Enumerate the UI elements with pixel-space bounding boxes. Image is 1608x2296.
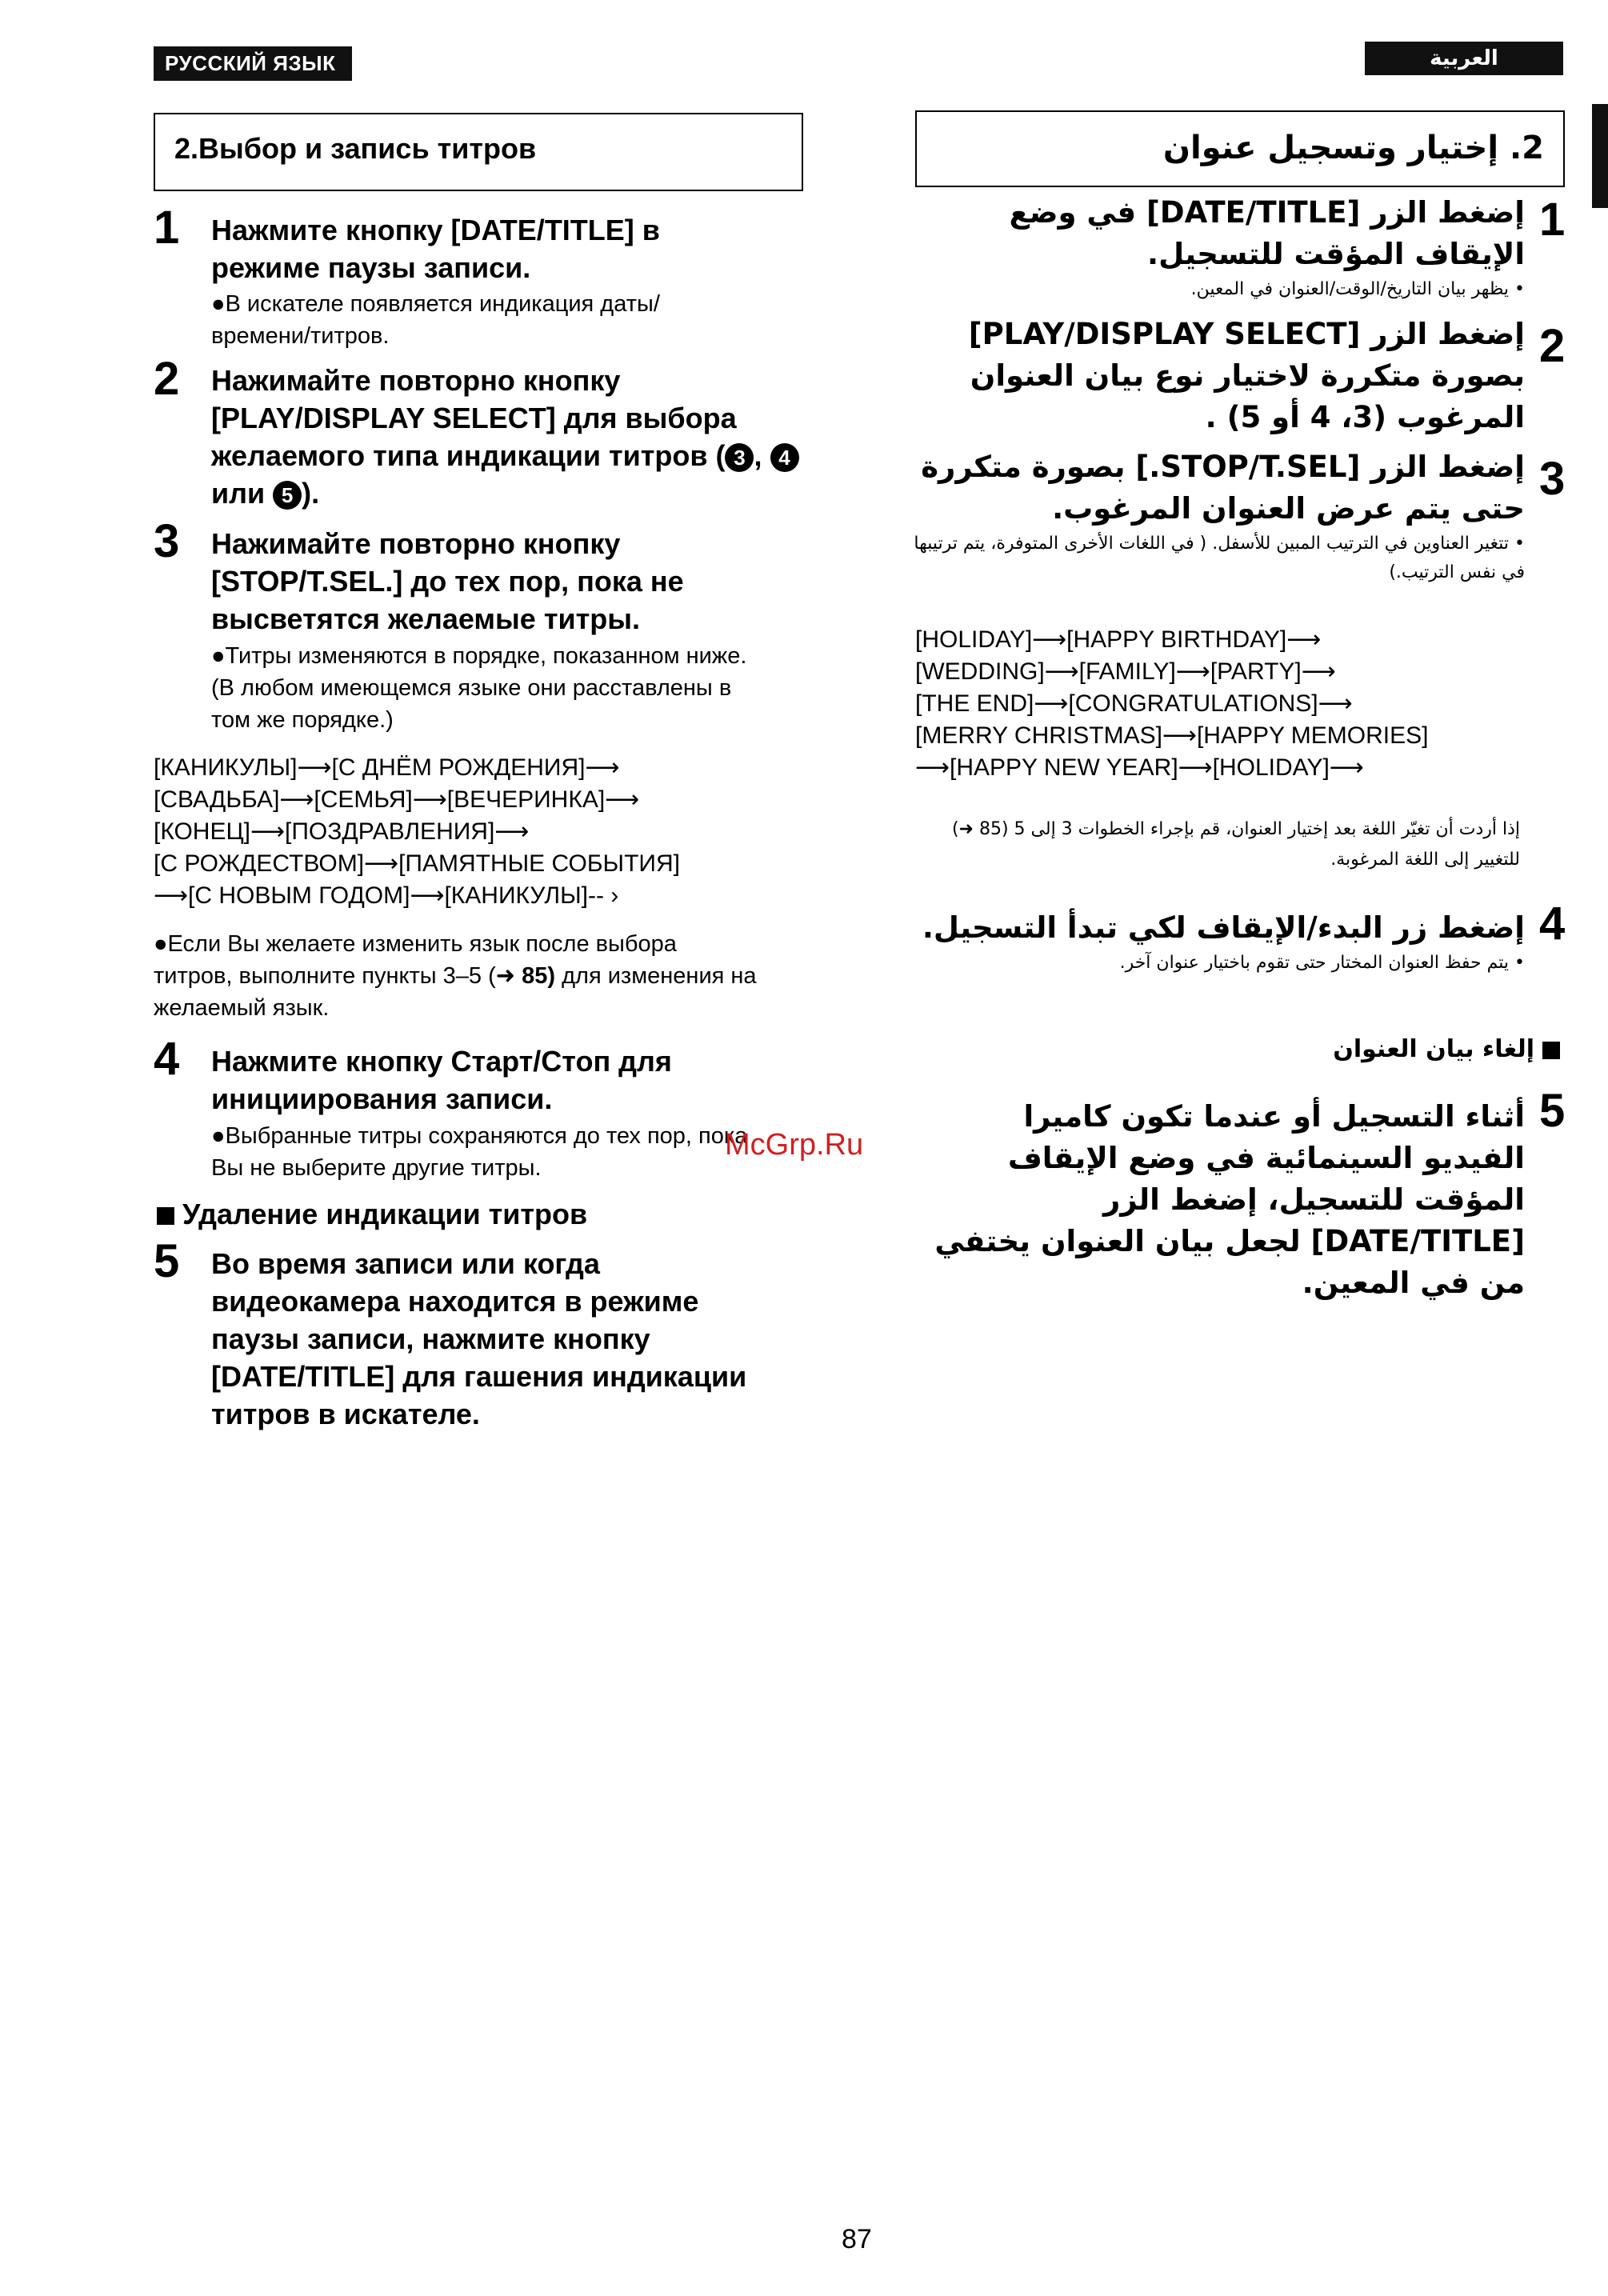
language-tab-russian: РУССКИЙ ЯЗЫК xyxy=(154,46,352,81)
sequence-line: [СВАДЬБА]⟶[СЕМЬЯ]⟶[ВЕЧЕРИНКА]⟶ xyxy=(154,786,640,813)
step-text-4-ru: Нажмите кнопку Старт/Стоп для инициирования записи. xyxy=(211,1045,672,1115)
step-text-5-ar: أثناء التسجيل أو عندما تكون كاميرا الفيديو السينمائية في وضع الإيقاف المؤقت للتسجيل، إضغط الزر [DATE/TITLE] لجعل بيان العنوان يختفي من في المعين. xyxy=(934,1099,1525,1300)
step-number-4-ru: 4 xyxy=(154,1033,180,1085)
step-text-3-ru: Нажимайте повторно кнопку [STOP/T.SEL.] до тех пор, пока не высветятся желаемые титры. xyxy=(211,527,684,635)
step-number-4-ar: 4 xyxy=(1539,898,1566,950)
mode-3-badge: 3 xyxy=(725,443,754,472)
step-note-3-ru: ●Титры изменяются в порядке, показанном ниже. (В любом имеющемся языке они расставлены в том же порядке.) xyxy=(211,643,747,733)
right-column-ar xyxy=(912,192,1525,587)
sequence-line: [MERRY CHRISTMAS]⟶[HAPPY MEMORIES] xyxy=(915,722,1429,749)
step-number-2-ar: 2 xyxy=(1539,320,1566,372)
step-number-5-ru: 5 xyxy=(154,1235,180,1287)
section-title-ru: 2.Выбор и запись титров xyxy=(174,132,537,165)
edge-marker xyxy=(1592,104,1608,208)
step-note-4-ar: • يتم حفظ العنوان المختار حتى تقوم باختيار عنوان آخر. xyxy=(1119,953,1525,973)
step-5-ar xyxy=(912,1096,1525,1304)
step-text-2-ru-or: или xyxy=(211,477,274,510)
step-text-2-ru xyxy=(211,362,803,512)
cancel-heading-ru-text: Удаление индикации титров xyxy=(182,1198,588,1230)
mode-5-badge: 5 xyxy=(273,481,302,510)
section-title-ar: 2. إختيار وتسجيل عنوان xyxy=(1162,130,1544,166)
step-number-3-ar: 3 xyxy=(1539,453,1566,505)
step-number-3-ru: 3 xyxy=(154,515,180,567)
sequence-line: [HOLIDAY]⟶[HAPPY BIRTHDAY]⟶ xyxy=(915,626,1322,653)
page-reference-ru: ➜ 85) xyxy=(495,963,556,989)
cancel-heading-ar xyxy=(1120,1030,1568,1069)
language-change-note-ru xyxy=(154,928,762,1024)
language-note-ru-part-b: для изменения на желаемый язык. xyxy=(154,963,757,1021)
square-bullet-icon xyxy=(1542,1042,1560,1059)
step-text-3-ar: إضغط الزر [STOP/T.SEL.] بصورة متكررة حتى يتم عرض العنوان المرغوب. xyxy=(921,450,1525,526)
title-sequence-ru xyxy=(154,752,810,912)
sequence-line: [THE END]⟶[CONGRATULATIONS]⟶ xyxy=(915,690,1353,717)
step-note-1-ru: ●В искателе появляется индикация даты/ времени/титров. xyxy=(211,291,660,349)
step-note-1-ar: • يظهر بيان التاريخ/الوقت/العنوان في المعين. xyxy=(1190,279,1525,299)
step-text-2-ru-sep: , xyxy=(754,439,770,472)
language-tab-arabic: العربية xyxy=(1365,42,1563,75)
square-bullet-icon xyxy=(157,1207,174,1225)
step-4-ar xyxy=(912,907,1525,978)
cancel-heading-ar-text: إلغاء بيان العنوان xyxy=(1333,1035,1534,1063)
page-number: 87 xyxy=(842,2224,872,2254)
step-note-3-ar: • تتغير العناوين في الترتيب المبين للأسفل. ( في اللغات الأخرى المتوفرة، يتم ترتيبها في نفس الترتيب.) xyxy=(914,534,1525,582)
sequence-line: ⟶[HAPPY NEW YEAR]⟶[HOLIDAY]⟶ xyxy=(915,754,1364,781)
step-number-1-ar: 1 xyxy=(1539,194,1566,246)
section-title-box-ru xyxy=(154,113,803,191)
section-title-box-ar xyxy=(915,110,1565,187)
sequence-line: [WEDDING]⟶[FAMILY]⟶[PARTY]⟶ xyxy=(915,658,1336,685)
language-note-ru-part-a: ●Если Вы желаете изменить язык после выбора титров, выполните пункты 3–5 ( xyxy=(154,931,677,989)
sequence-line: ⟶[С НОВЫМ ГОДОМ]⟶[КАНИКУЛЫ]-- › xyxy=(154,882,619,909)
step-number-2-ru: 2 xyxy=(154,353,180,405)
step-text-2-ru-part-a: Нажимайте повторно кнопку [PLAY/DISPLAY SELECT] для выбора желаемого типа индикации титров ( xyxy=(211,364,737,472)
language-change-note-ar: إذا أردت أن تغيّر اللغة بعد إختيار العنوان، قم بإجراء الخطوات 3 إلى 5 (85 ➜) للتغيير إلى اللغة المرغوبة. xyxy=(951,819,1520,870)
step-number-5-ar: 5 xyxy=(1539,1085,1566,1137)
cancel-heading-ru xyxy=(154,1195,794,1233)
step-text-2-ar: إضغط الزر [PLAY/DISPLAY SELECT] بصورة متكررة لاختيار نوع بيان العنوان المرغوب (3، 4 أو 5) . xyxy=(968,317,1525,434)
step-number-1-ru: 1 xyxy=(154,202,180,254)
watermark: McGrp.Ru xyxy=(725,1128,864,1162)
step-text-1-ru: Нажмите кнопку [DATE/TITLE] в режиме паузы записи. xyxy=(211,214,660,284)
title-sequence-en xyxy=(915,624,1539,784)
step-text-5-ru: Во время записи или когда видеокамера находится в режиме паузы записи, нажмите кнопку [DATE/TITLE] для гашения индикации титров в искателе. xyxy=(211,1247,747,1430)
step-text-1-ar: إضغط الزر [DATE/TITLE] في وضع الإيقاف المؤقت للتسجيل. xyxy=(1009,195,1525,271)
step-note-4-ru: ●Выбранные титры сохраняются до тех пор, пока Вы не выберите другие титры. xyxy=(211,1123,748,1181)
mode-4-badge: 4 xyxy=(770,443,799,472)
step-text-2-ru-part-b: ). xyxy=(302,477,320,510)
step-text-4-ar: إضغط زر البدء/الإيقاف لكي تبدأ التسجيل. xyxy=(922,910,1525,945)
sequence-line: [КОНЕЦ]⟶[ПОЗДРАВЛЕНИЯ]⟶ xyxy=(154,818,530,845)
sequence-line: [КАНИКУЛЫ]⟶[С ДНЁМ РОЖДЕНИЯ]⟶ xyxy=(154,754,620,781)
sequence-line: [С РОЖДЕСТВОМ]⟶[ПАМЯТНЫЕ СОБЫТИЯ] xyxy=(154,850,680,877)
